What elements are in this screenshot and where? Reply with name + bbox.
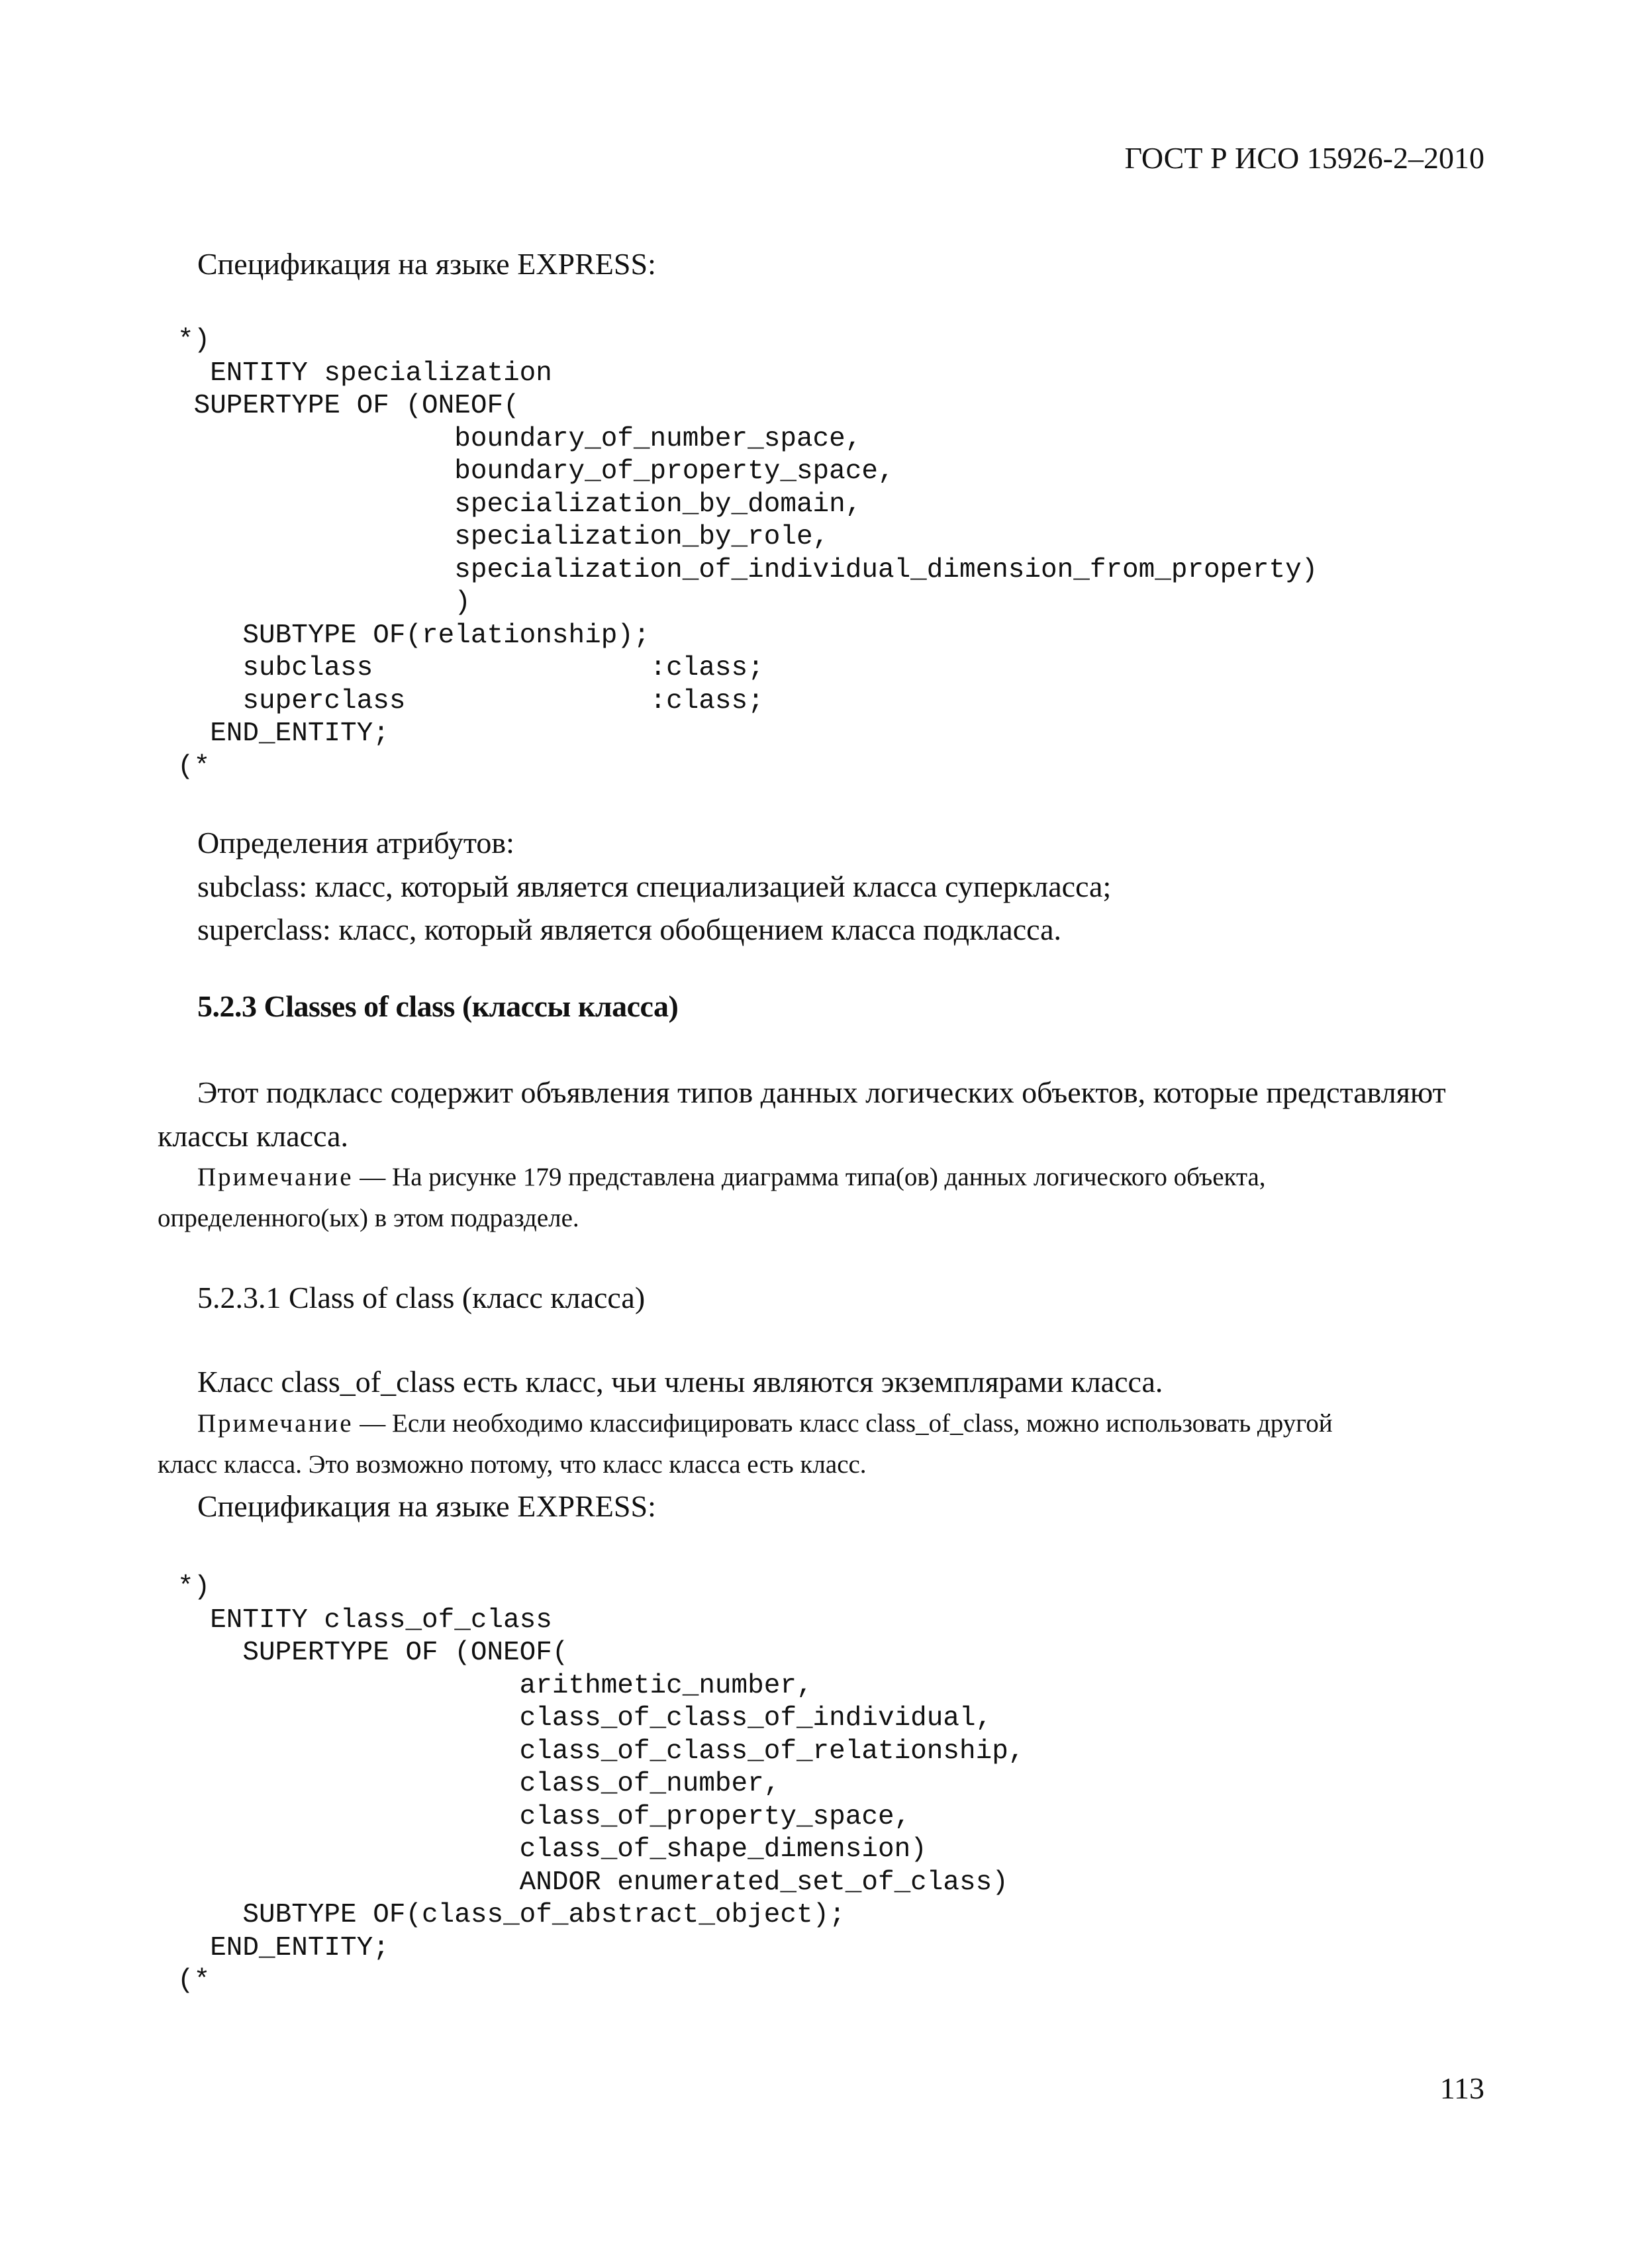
express-spec-intro-2: Спецификация на языке EXPRESS:: [197, 1489, 656, 1523]
code-line: class_of_property_space,: [177, 1801, 911, 1832]
code-line: SUBTYPE OF(relationship);: [177, 620, 650, 651]
code-line: subclass :class;: [177, 653, 764, 683]
page-number: 113: [1439, 2071, 1484, 2105]
code-line: boundary_of_property_space,: [177, 456, 894, 487]
note-text: — На рисунке 179 представлена диаграмма типа(ов) данных логического объекта,: [353, 1163, 1266, 1191]
code-line: class_of_shape_dimension): [177, 1834, 927, 1865]
code-line: ENTITY class_of_class: [177, 1604, 552, 1636]
code-line: ANDOR enumerated_set_of_class): [177, 1867, 1008, 1898]
document-header: ГОСТ Р ИСО 15926-2–2010: [1124, 141, 1484, 175]
subsection-note-line1: [197, 1408, 1333, 1438]
code-line: (*: [177, 1965, 211, 1996]
subsection-note-line2: класс класса. Это возможно потому, что класс класса есть класс.: [158, 1450, 867, 1479]
code-line: specialization_of_individual_dimension_from_property): [177, 554, 1318, 585]
code-line: class_of_class_of_individual,: [177, 1703, 992, 1734]
code-line: boundary_of_number_space,: [177, 423, 862, 454]
code-line: (*: [177, 751, 211, 782]
express-code-specialization: [177, 324, 1318, 783]
code-line: SUPERTYPE OF (ONEOF(: [177, 391, 520, 421]
code-line: *): [177, 1572, 211, 1602]
express-spec-intro-1: Спецификация на языке EXPRESS:: [197, 247, 656, 281]
section-note-line2: определенного(ых) в этом подразделе.: [158, 1204, 579, 1232]
note-text: — Если необходимо классифицировать класс class_of_class, можно использовать другой: [353, 1409, 1333, 1438]
code-line: ): [177, 587, 471, 618]
express-code-class-of-class: [177, 1571, 1024, 1998]
code-line: superclass :class;: [177, 685, 764, 716]
attributes-title: Определения атрибутов:: [197, 826, 514, 860]
code-line: specialization_by_role,: [177, 522, 830, 552]
note-label: Примечание: [197, 1163, 354, 1191]
code-line: arithmetic_number,: [177, 1670, 813, 1701]
code-line: END_ENTITY;: [177, 1932, 389, 1963]
note-label: Примечание: [197, 1409, 354, 1438]
code-line: SUBTYPE OF(class_of_abstract_object);: [177, 1900, 845, 1930]
section-paragraph-line1: Этот подкласс содержит объявления типов данных логических объектов, которые представляют: [197, 1075, 1446, 1109]
attribute-subclass: subclass: класс, который является специализацией класса суперкласса;: [197, 869, 1112, 903]
code-line: class_of_class_of_relationship,: [177, 1736, 1025, 1767]
code-line: END_ENTITY;: [177, 718, 389, 749]
code-line: SUPERTYPE OF (ONEOF(: [177, 1638, 569, 1668]
code-line: ENTITY specialization: [177, 358, 552, 389]
code-line: class_of_number,: [177, 1769, 781, 1799]
section-heading-5-2-3: 5.2.3 Classes of class (классы класса): [197, 989, 679, 1023]
attribute-superclass: superclass: класс, который является обобщением класса подкласса.: [197, 912, 1062, 946]
code-line: *): [177, 325, 211, 356]
code-line: specialization_by_domain,: [177, 489, 862, 520]
section-note-line1: [197, 1162, 1266, 1192]
section-paragraph-line2: классы класса.: [158, 1119, 348, 1153]
subsection-heading-5-2-3-1: 5.2.3.1 Class of class (класс класса): [197, 1281, 646, 1314]
subsection-paragraph: Класс class_of_class есть класс, чьи члены являются экземплярами класса.: [197, 1365, 1163, 1399]
